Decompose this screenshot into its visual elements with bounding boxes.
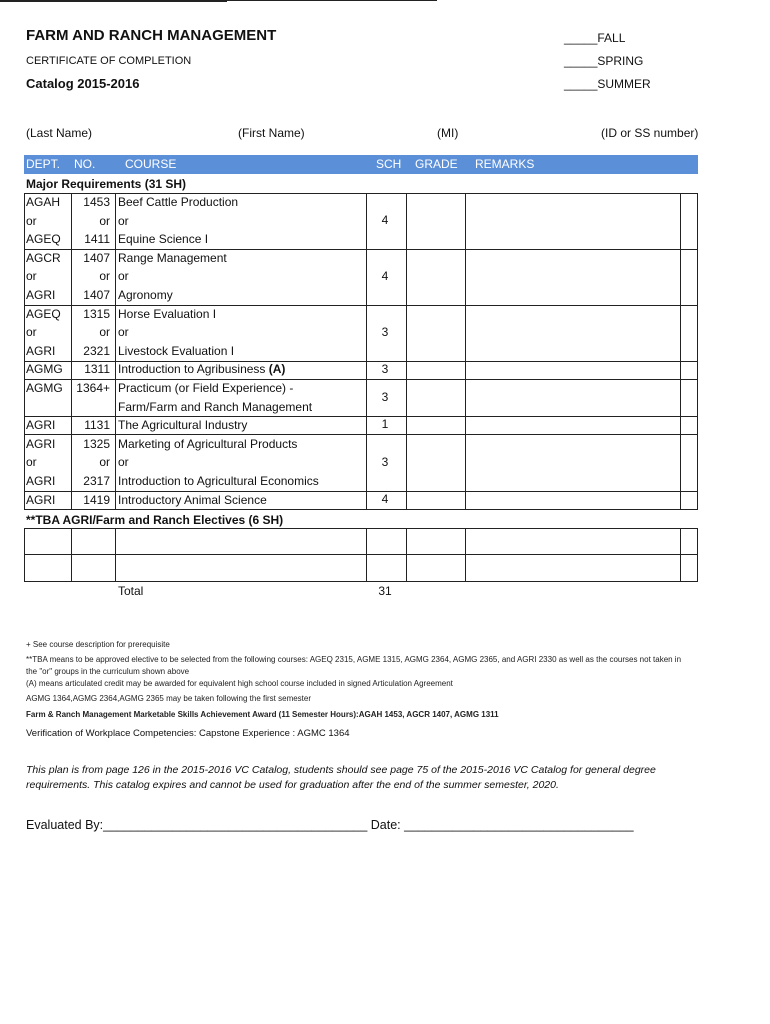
header-dept: DEPT. [26,157,61,171]
row-number: 1411 [84,232,110,247]
row-course: Agronomy [118,288,173,302]
row-sch: 1 [381,417,389,431]
row-course: Introductory Animal Science [118,492,267,507]
row-dept: or [26,213,37,228]
row-dept: AGEQ [26,232,61,247]
note-prerequisite: + See course description for prerequisite [26,640,170,649]
note-tba-continued: the "or" groups in the curriculum shown above [26,667,190,676]
row-course: Livestock Evaluation I [118,343,235,358]
row-course: Beef Cattle Production [118,195,239,209]
row-number: or [99,455,110,470]
catalog-plan-note: This plan is from page 126 in the 2015-2016 VC Catalog, students should see page 75 of the 2015-2016 VC Catalog for general degree requirements. This catalog expires and cannot be used for graduation after the end of the summer semester, 2020. [26,764,656,791]
note-first-semester: AGMG 1364,AGMG 2364,AGMG 2365 may be taken following the first semester [26,694,312,703]
row-course: Marketing of Agricultural Products [118,436,298,451]
row-sch: 4 [381,213,389,227]
row-course-text: Introduction to Agribusiness [118,362,266,377]
middle-initial-label: (MI) [437,126,459,140]
row-course: or [118,269,129,284]
row-number: or [99,269,110,284]
row-dept: AGRI [26,474,56,488]
row-dept: AGRI [26,418,56,433]
note-articulated: (A) means articulated credit may be awarded for equivalent high school course included in signed Articulation Agreement [26,679,453,688]
verification-note: Verification of Workplace Competencies: Capstone Experience : AGMC 1364 [26,728,350,739]
catalog-label: Catalog 2015-2016 [26,76,140,91]
electives-heading: **TBA AGRI/Farm and Ranch Electives (6 SH) [26,513,284,527]
header-remarks: REMARKS [475,157,535,171]
row-course: Range Management [118,250,227,265]
row-course: Horse Evaluation I [118,306,217,321]
row-number: 2321 [83,343,110,358]
row-dept: or [26,455,37,470]
row-course: or [118,213,129,228]
row-number: 1325 [83,436,110,451]
total-value: 31 [378,584,392,598]
row-course [118,360,285,378]
row-number: 1311 [84,362,110,377]
row-course: or [118,325,129,340]
page-title: FARM AND RANCH MANAGEMENT [26,27,277,44]
row-dept: AGCR [26,250,61,265]
row-dept: AGMG [26,381,63,395]
row-dept: AGRI [26,492,56,507]
row-dept: AGRI [26,436,56,451]
total-label: Total [118,584,144,598]
term-spring[interactable]: _____SPRING [564,54,644,68]
row-number: 1407 [83,288,110,302]
row-course: or [118,455,129,470]
row-course: The Agricultural Industry [118,418,248,433]
note-tba: **TBA means to be approved elective to be selected from the following courses: AGEQ 2315, AGME 1315, AGMG 2364, AGMG 2365, and AGRI 2330 as well as the courses not taken in [26,655,682,664]
evaluated-by-line[interactable]: Evaluated By:______________________________________ Date: _________________________________ [26,818,634,832]
row-sch: 3 [381,362,389,376]
header-no: NO. [74,157,96,171]
term-summer[interactable]: _____SUMMER [564,77,651,91]
header-sch: SCH [376,157,402,171]
id-number-label: (ID or SS number) [601,126,699,140]
row-sch: 4 [381,492,389,506]
row-number: 2317 [83,474,110,488]
row-number: 1407 [83,250,110,265]
articulation-marker: (A) [268,362,286,377]
row-number: 1419 [83,492,110,507]
row-sch: 4 [381,269,389,283]
row-number: 1131 [84,418,110,433]
row-number: 1453 [83,195,110,209]
row-number: or [99,325,110,340]
row-dept: AGAH [26,195,61,209]
header-grade: GRADE [415,157,458,171]
row-course: Farm/Farm and Ranch Management [118,399,313,414]
row-course: Introduction to Agricultural Economics [118,474,319,488]
row-dept: or [26,325,37,340]
first-name-label: (First Name) [238,126,305,140]
row-sch: 3 [381,455,389,469]
row-course: Practicum (or Field Experience) - [118,381,294,395]
certificate-subtitle: CERTIFICATE OF COMPLETION [26,55,192,67]
row-sch: 3 [381,390,389,404]
row-number: or [99,213,110,228]
row-dept: AGRI [26,288,56,302]
row-number: 1315 [83,306,110,321]
major-requirements-heading: Major Requirements (31 SH) [26,177,187,191]
term-fall[interactable]: _____FALL [564,31,626,45]
header-course: COURSE [125,157,177,171]
row-course: Equine Science I [118,232,209,247]
row-dept: AGEQ [26,306,61,321]
row-number: 1364+ [76,381,110,395]
row-dept: or [26,269,37,284]
row-sch: 3 [381,325,389,339]
row-dept: AGMG [26,362,63,377]
last-name-label: (Last Name) [26,126,93,140]
row-dept: AGRI [26,343,56,358]
note-award: Farm & Ranch Management Marketable Skills Achievement Award (11 Semester Hours):AGAH 1453, AGCR 1407, AGMG 1311 [26,710,499,719]
